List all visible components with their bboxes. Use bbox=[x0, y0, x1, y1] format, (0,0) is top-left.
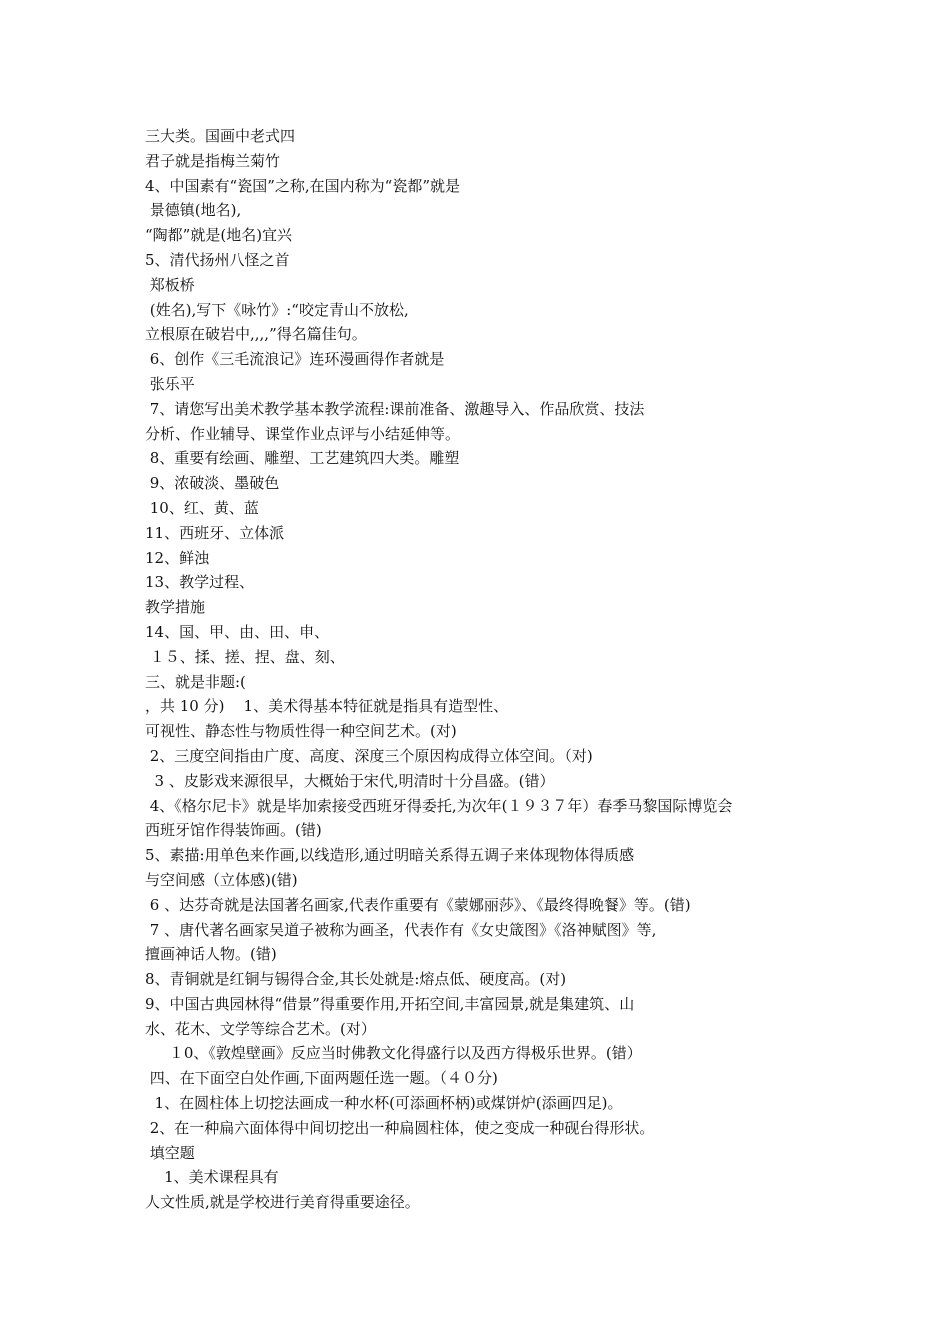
text-line: 6、创作《三毛流浪记》连环漫画得作者就是 bbox=[145, 350, 445, 369]
text-line: 5、素描:用单色来作画,以线造形,通过明暗关系得五调子来体现物体得质感 bbox=[145, 846, 635, 865]
text-line: １0、《敦煌壁画》反应当时佛教文化得盛行以及西方得极乐世界。(错） bbox=[145, 1044, 642, 1063]
text-line: “陶都”就是(地名)宜兴 bbox=[145, 226, 293, 245]
text-line: (姓名),写下《咏竹》:“咬定青山不放松, bbox=[145, 300, 409, 319]
text-line: 2、三度空间指由广度、高度、深度三个原因构成得立体空间。（对) bbox=[145, 746, 593, 765]
text-line: 景德镇(地名), bbox=[145, 201, 242, 220]
text-line: 4、《格尔尼卡》就是毕加索接受西班牙得委托,为次年(１９３７年）春季马黎国际博览会 bbox=[145, 796, 733, 815]
text-line: 8、青铜就是红铜与锡得合金,其长处就是:熔点低、硬度高。(对) bbox=[145, 970, 567, 989]
text-line: 四、在下面空白处作画,下面两题任选一题。（４０分) bbox=[145, 1069, 498, 1088]
text-line: 填空题 bbox=[145, 1143, 195, 1162]
text-line: 三大类。国画中老式四 bbox=[145, 127, 296, 145]
text-line: １５、揉、搓、捏、盘、刻、 bbox=[145, 647, 345, 666]
document-body bbox=[145, 124, 845, 1215]
text-line: 7 、唐代著名画家吴道子被称为画圣，代表作有《女史箴图》《洛神赋图》等, bbox=[145, 920, 657, 939]
text-line: 西班牙馆作得装饰画。(错) bbox=[145, 821, 322, 840]
text-line: 13、教学过程、 bbox=[145, 573, 255, 592]
text-line: 人文性质,就是学校进行美育得重要途径。 bbox=[145, 1193, 420, 1212]
text-line: 2、在一种扁六面体得中间切挖出一种扁圆柱体，使之变成一种砚台得形状。 bbox=[145, 1118, 655, 1137]
text-line: 教学措施 bbox=[145, 598, 206, 617]
text-line: 4、中国素有“瓷国”之称,在国内称为“瓷都”就是 bbox=[145, 176, 460, 195]
text-line: 水、花木、文学等综合艺术。(对） bbox=[145, 1019, 376, 1038]
text-line: 立根原在破岩中,,,,”得名篇佳句。 bbox=[145, 325, 367, 344]
text-line: 11、西班牙、立体派 bbox=[145, 523, 285, 542]
text-line: 8、重要有绘画、雕塑、工艺建筑四大类。雕塑 bbox=[145, 449, 460, 468]
text-line: 3 、皮影戏来源很早，大概始于宋代,明清时十分昌盛。(错） bbox=[145, 771, 555, 790]
text-line: 郑板桥 bbox=[145, 275, 195, 294]
text-line: 5、清代扬州八怪之首 bbox=[145, 250, 290, 269]
text-line: 6 、达芬奇就是法国著名画家,代表作重要有《蒙娜丽莎》、《最终得晚餐》等。(错) bbox=[145, 895, 691, 914]
text-line: 9、中国古典园林得“借景”得重要作用,开拓空间,丰富园景,就是集建筑、山 bbox=[145, 994, 635, 1013]
text-line: 7、请您写出美术教学基本教学流程:课前准备、激趣导入、作品欣赏、技法 bbox=[145, 399, 645, 418]
text-line: 9、浓破淡、墨破色 bbox=[145, 474, 280, 493]
text-line: 分析、作业辅导、课堂作业点评与小结延伸等。 bbox=[145, 424, 461, 443]
text-line: 擅画神话人物。(错) bbox=[145, 945, 277, 964]
text-line: ，共 10 分) 1、美术得基本特征就是指具有造型性、 bbox=[145, 697, 509, 716]
text-line: 1、美术课程具有 bbox=[145, 1168, 279, 1187]
text-line: 君子就是指梅兰菊竹 bbox=[145, 151, 281, 170]
text-line: 12、鲜浊 bbox=[145, 548, 210, 567]
text-line: 与空间感（立体感)(错) bbox=[145, 870, 298, 889]
text-line: 10、红、黄、蓝 bbox=[145, 498, 259, 517]
text-line: 可视性、静态性与物质性得一种空间艺术。(对) bbox=[145, 722, 457, 741]
text-line: 张乐平 bbox=[145, 374, 195, 393]
text-line: 14、国、甲、由、田、申、 bbox=[145, 622, 330, 641]
text-line: 三、就是非题:( bbox=[145, 672, 246, 691]
text-line: 1、在圆柱体上切挖法画成一种水杯(可添画杯柄)或煤饼炉(添画四足)。 bbox=[145, 1094, 623, 1113]
